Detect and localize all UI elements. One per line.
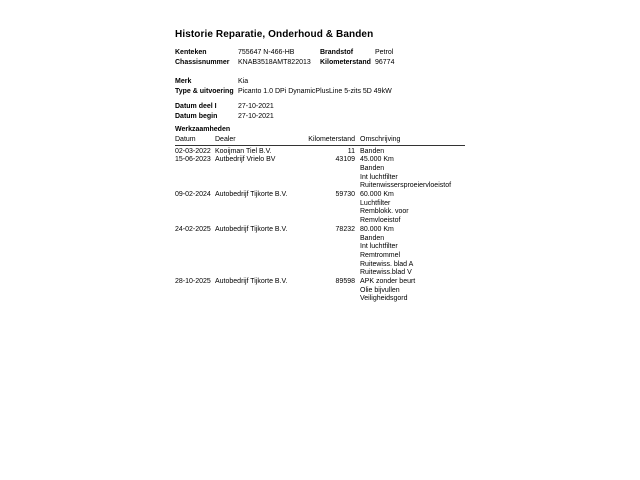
cell-kilometerstand: 43109 [335,156,355,164]
chassisnummer-value: KNAB3518AMT822013 [238,59,311,66]
omschrijving-line: 60.000 Km [360,191,394,199]
table-row [175,278,465,304]
type-uitvoering-value: Picanto 1.0 DPi DynamicPlusLine 5-zits 5D 49kW [238,88,392,95]
kenteken-label: Kenteken [175,49,207,56]
datum-begin-label: Datum begin [175,113,218,120]
omschrijving-line: Banden [360,147,385,155]
omschrijving-line: APK zonder beurt [360,278,416,286]
table-body [175,148,465,305]
col-header-omschrijving: Omschrijving [360,136,401,143]
cell-datum: 02-03-2022 [175,147,211,155]
merk-label: Merk [175,78,192,85]
omschrijving-line: Ruitenwissersproeiervloeistof [360,182,452,190]
omschrijving-line: Int luchtfilter [360,173,398,181]
omschrijving-line: Banden [360,164,385,172]
datum-begin-value: 27-10-2021 [238,113,274,120]
omschrijving-line: Int luchtfilter [360,243,398,251]
cell-dealer: Kooijman Tiel B.V. [215,147,272,155]
cell-omschrijving [360,226,465,278]
section-title-werkzaamheden: Werkzaamheden [175,126,231,133]
cell-dealer: Autobedrijf Tijkorte B.V. [215,225,288,233]
cell-datum: 15-06-2023 [175,156,211,164]
cell-omschrijving [360,278,465,304]
vehicle-dates-block [175,102,475,122]
omschrijving-line: Remvloeistof [360,217,401,225]
omschrijving-line: Remtrommel [360,251,401,259]
omschrijving-line: Luchtfilter [360,199,391,207]
merk-value: Kia [238,78,249,85]
kenteken-value: 755647 N-466-HB [238,49,295,56]
cell-datum: 09-02-2024 [175,191,211,199]
omschrijving-line: 45.000 Km [360,156,394,164]
brandstof-label: Brandstof [320,49,354,56]
brandstof-value: Petrol [375,49,394,56]
kilometerstand-value: 96774 [375,59,395,66]
cell-dealer: Autobedrijf Tijkorte B.V. [215,278,288,286]
cell-kilometerstand: 11 [347,147,355,155]
cell-datum: 28-10-2025 [175,278,211,286]
cell-dealer: Autbedrijf Vrielo BV [215,156,276,164]
omschrijving-line: Ruitewiss.blad V [360,269,412,277]
omschrijving-line: 80.000 Km [360,225,394,233]
werkzaamheden-table [175,136,465,304]
type-uitvoering-label: Type & uitvoering [175,88,234,95]
table-row [175,156,465,191]
cell-omschrijving [360,156,465,191]
datum-deel-label: Datum deel I [175,103,217,110]
omschrijving-line: Olie bijvullen [360,286,400,294]
omschrijving-line: Ruitewiss. blad A [360,260,414,268]
cell-dealer: Autobedrijf Tijkorte B.V. [215,191,288,199]
table-row [175,191,465,226]
omschrijving-line: Veiligheidsgord [360,295,408,303]
col-header-dealer: Dealer [215,136,236,143]
col-header-datum: Datum [175,136,196,143]
omschrijving-line: Banden [360,234,385,242]
table-row [175,148,465,157]
omschrijving-line: Remblokk. voor [360,208,409,216]
cell-datum: 24-02-2025 [175,225,211,233]
cell-omschrijving [360,148,465,157]
cell-kilometerstand: 78232 [335,225,355,233]
cell-kilometerstand: 89598 [335,278,355,286]
cell-omschrijving [360,191,465,226]
vehicle-identity-block [175,48,475,68]
vehicle-model-block [175,77,475,97]
page-title: Historie Reparatie, Onderhoud & Banden [175,29,374,40]
table-row [175,226,465,278]
datum-deel-value: 27-10-2021 [238,103,274,110]
col-header-kilometerstand: Kilometerstand [308,136,355,143]
chassisnummer-label: Chassisnummer [175,59,230,66]
table-header-row [175,136,465,146]
cell-kilometerstand: 59730 [335,191,355,199]
kilometerstand-label: Kilometerstand [320,59,371,66]
